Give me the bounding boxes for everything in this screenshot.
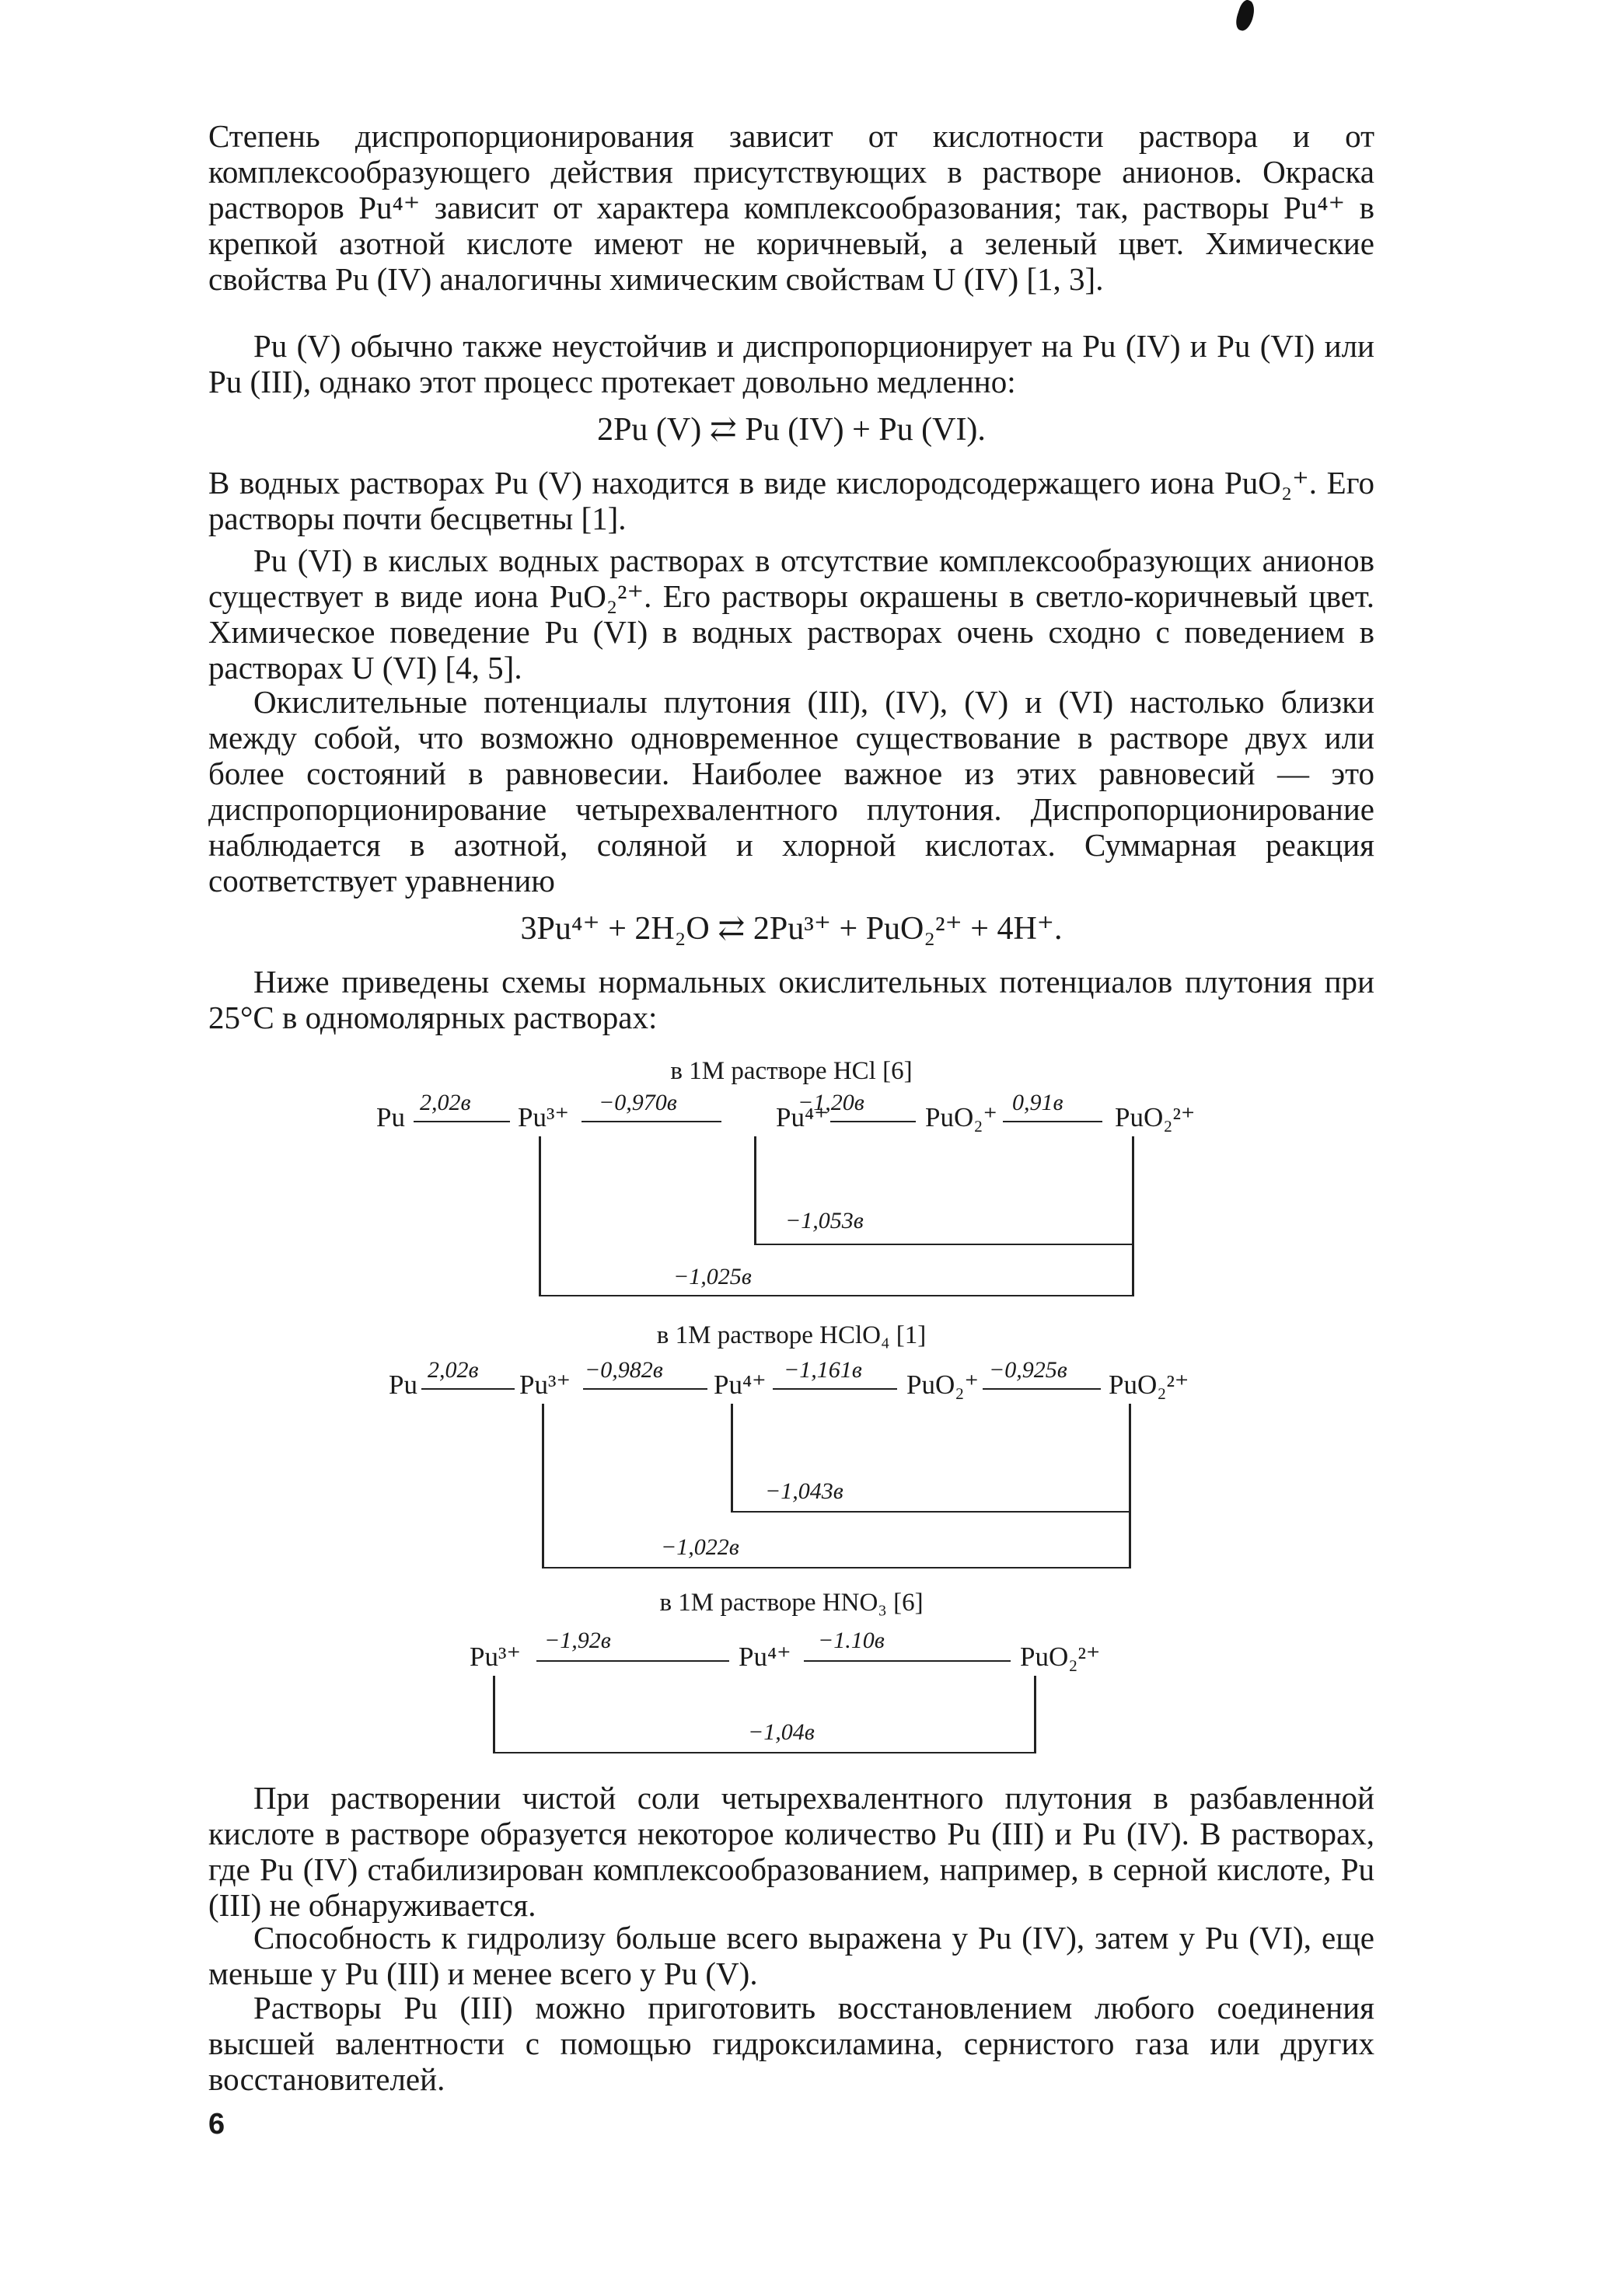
hno3-right bbox=[1034, 1676, 1036, 1753]
hcl-potential-4: 0,91в bbox=[1012, 1090, 1063, 1115]
paragraph-2-text: Pu (V) обычно также неустойчив и диспропорционирует на Pu (IV) и Pu (VI) или Pu (III), однако этот процесс протекает довольно медленно: bbox=[208, 328, 1374, 400]
hcl-species-puo2-2: PuO₂²⁺ bbox=[1115, 1102, 1196, 1132]
paragraph-4 bbox=[208, 543, 1374, 686]
hcl-potential-3: −1,20в bbox=[798, 1090, 864, 1115]
hclo4-potential-4: −0,925в bbox=[989, 1357, 1067, 1383]
paragraph-5-text: Окислительные потенциалы плутония (III), (IV), (V) и (VI) настолько близки между собой, что возможно одновременное существование в растворе двух или более состояний в равновесии. Наиболее важное из этих равновесий — это диспропорционирование четырехвалентного плутония. Диспропорционирование наблюдается в азотной, соляной и хлорной кислотах. Суммарная реакция соответствует уравнению bbox=[208, 684, 1374, 899]
hclo4-species-pu4: Pu⁴⁺ bbox=[714, 1370, 767, 1400]
hcl-species-pu4: Pu⁴⁺ bbox=[776, 1102, 829, 1132]
hcl-inner-line bbox=[754, 1244, 1133, 1245]
hclo4-species-pu3: Pu³⁺ bbox=[519, 1370, 571, 1400]
hclo4-line-3 bbox=[773, 1388, 897, 1390]
page-number: 6 bbox=[208, 2108, 225, 2141]
equation-disproportionation-pu4: 3Pu⁴⁺ + 2H₂O ⇄ 2Pu³⁺ + PuO₂²⁺ + 4H⁺. bbox=[520, 911, 1063, 947]
hclo4-inner-left bbox=[731, 1404, 733, 1513]
hno3-outer-line bbox=[493, 1752, 1035, 1753]
hcl-line-3 bbox=[830, 1121, 916, 1122]
hcl-outer-potential: −1,025в bbox=[673, 1264, 752, 1289]
hclo4-inner-potential: −1,043в bbox=[765, 1478, 843, 1504]
paragraph-2 bbox=[208, 328, 1374, 400]
hno3-species-pu4: Pu⁴⁺ bbox=[739, 1642, 791, 1672]
paragraph-5 bbox=[208, 684, 1374, 899]
hclo4-line-1 bbox=[421, 1388, 515, 1390]
hcl-line-1 bbox=[414, 1121, 510, 1122]
hcl-line-2 bbox=[581, 1121, 721, 1122]
paragraph-6-text: Ниже приведены схемы нормальных окислительных потенциалов плутония при 25°С в одномолярных растворах: bbox=[208, 964, 1374, 1035]
hno3-outer-potential: −1,04в bbox=[748, 1719, 815, 1745]
hcl-outer-line bbox=[539, 1295, 1134, 1296]
hclo4-potential-2: −0,982в bbox=[585, 1357, 663, 1383]
hcl-right bbox=[1132, 1136, 1134, 1296]
paragraph-3-text: В водных растворах Pu (V) находится в виде кислородсодержащего иона PuO₂⁺. Его растворы почти бесцветны [1]. bbox=[208, 465, 1374, 536]
diagram-hno3-title: в 1M растворе HNO₃ [6] bbox=[659, 1589, 924, 1617]
hno3-left bbox=[493, 1676, 495, 1753]
hno3-line-2 bbox=[804, 1660, 1011, 1662]
hno3-potential-2: −1.10в bbox=[818, 1628, 885, 1653]
hcl-outer-left bbox=[539, 1136, 541, 1296]
hcl-potential-2: −0,970в bbox=[599, 1090, 677, 1115]
hno3-line-1 bbox=[536, 1660, 729, 1662]
paragraph-9-text: Растворы Pu (III) можно приготовить восстановлением любого соединения высшей валентности с помощью гидроксиламина, сернистого газа или других восстановителей. bbox=[208, 1990, 1374, 2097]
hclo4-potential-1: 2,02в bbox=[428, 1357, 479, 1383]
paragraph-7-text: При растворении чистой соли четырехвалентного плутония в разбавленной кислоте в растворе образуется некоторое количество Pu (III) и Pu (IV). В растворах, где Pu (IV) стабилизирован комплексообразованием, например, в серной кислоте, Pu (III) не обнаруживается. bbox=[208, 1780, 1374, 1923]
diagram-hclo4-title: в 1M растворе HClO₄ [1] bbox=[656, 1321, 927, 1349]
hclo4-inner-line bbox=[731, 1511, 1130, 1513]
paragraph-9 bbox=[208, 1990, 1374, 2097]
hclo4-outer-left bbox=[542, 1404, 544, 1568]
paragraph-7 bbox=[208, 1780, 1374, 1923]
paragraph-3 bbox=[208, 465, 1374, 536]
hno3-species-puo2-2: PuO₂²⁺ bbox=[1020, 1642, 1101, 1672]
hclo4-outer-potential: −1,022в bbox=[661, 1534, 739, 1560]
hcl-inner-left bbox=[754, 1136, 756, 1245]
hcl-potential-1: 2,02в bbox=[420, 1090, 471, 1115]
diagram-hcl-title: в 1M растворе HCl [6] bbox=[670, 1057, 913, 1085]
ink-blot bbox=[1233, 0, 1257, 33]
hcl-species-pu3: Pu³⁺ bbox=[518, 1102, 569, 1132]
paragraph-8-text: Способность к гидролизу больше всего выражена у Pu (IV), затем у Pu (VI), еще меньше у Pu (III) и менее всего у Pu (V). bbox=[208, 1920, 1374, 1991]
equation-disproportionation-pu5: 2Pu (V) ⇄ Pu (IV) + Pu (VI). bbox=[597, 412, 986, 448]
paragraph-1 bbox=[208, 118, 1374, 297]
hclo4-species-puo2-2: PuO₂²⁺ bbox=[1109, 1370, 1189, 1400]
hcl-inner-potential: −1,053в bbox=[785, 1208, 864, 1233]
paragraph-1-text: Степень диспропорционирования зависит от кислотности раствора и от комплексообразующего действия присутствующих в растворе анионов. Окраска растворов Pu⁴⁺ зависит от характера комплексообразования; так, растворы Pu⁴⁺ в крепкой азотной кислоте имеют не коричневый, а зеленый цвет. Химические свойства Pu (IV) аналогичны химическим свойствам U (IV) [1, 3]. bbox=[208, 118, 1374, 297]
hcl-line-4 bbox=[1003, 1121, 1102, 1122]
paragraph-6 bbox=[208, 964, 1374, 1035]
hclo4-right bbox=[1129, 1404, 1131, 1568]
hclo4-potential-3: −1,161в bbox=[784, 1357, 862, 1383]
hclo4-line-2 bbox=[583, 1388, 707, 1390]
paragraph-8 bbox=[208, 1920, 1374, 1991]
hno3-potential-1: −1,92в bbox=[544, 1628, 611, 1653]
hclo4-line-4 bbox=[983, 1388, 1101, 1390]
hcl-species-pu: Pu bbox=[376, 1102, 405, 1132]
hcl-species-puo2: PuO₂⁺ bbox=[925, 1102, 997, 1132]
hno3-species-pu3: Pu³⁺ bbox=[470, 1642, 521, 1672]
hclo4-species-puo2: PuO₂⁺ bbox=[906, 1370, 979, 1400]
paragraph-4-text: Pu (VI) в кислых водных растворах в отсутствие комплексообразующих анионов существует в виде иона PuO₂²⁺. Его растворы окрашены в светло-коричневый цвет. Химическое поведение Pu (VI) в водных растворах очень сходно с поведением в растворах U (VI) [4, 5]. bbox=[208, 543, 1374, 686]
hclo4-outer-line bbox=[542, 1567, 1131, 1568]
hclo4-species-pu: Pu bbox=[389, 1370, 417, 1400]
